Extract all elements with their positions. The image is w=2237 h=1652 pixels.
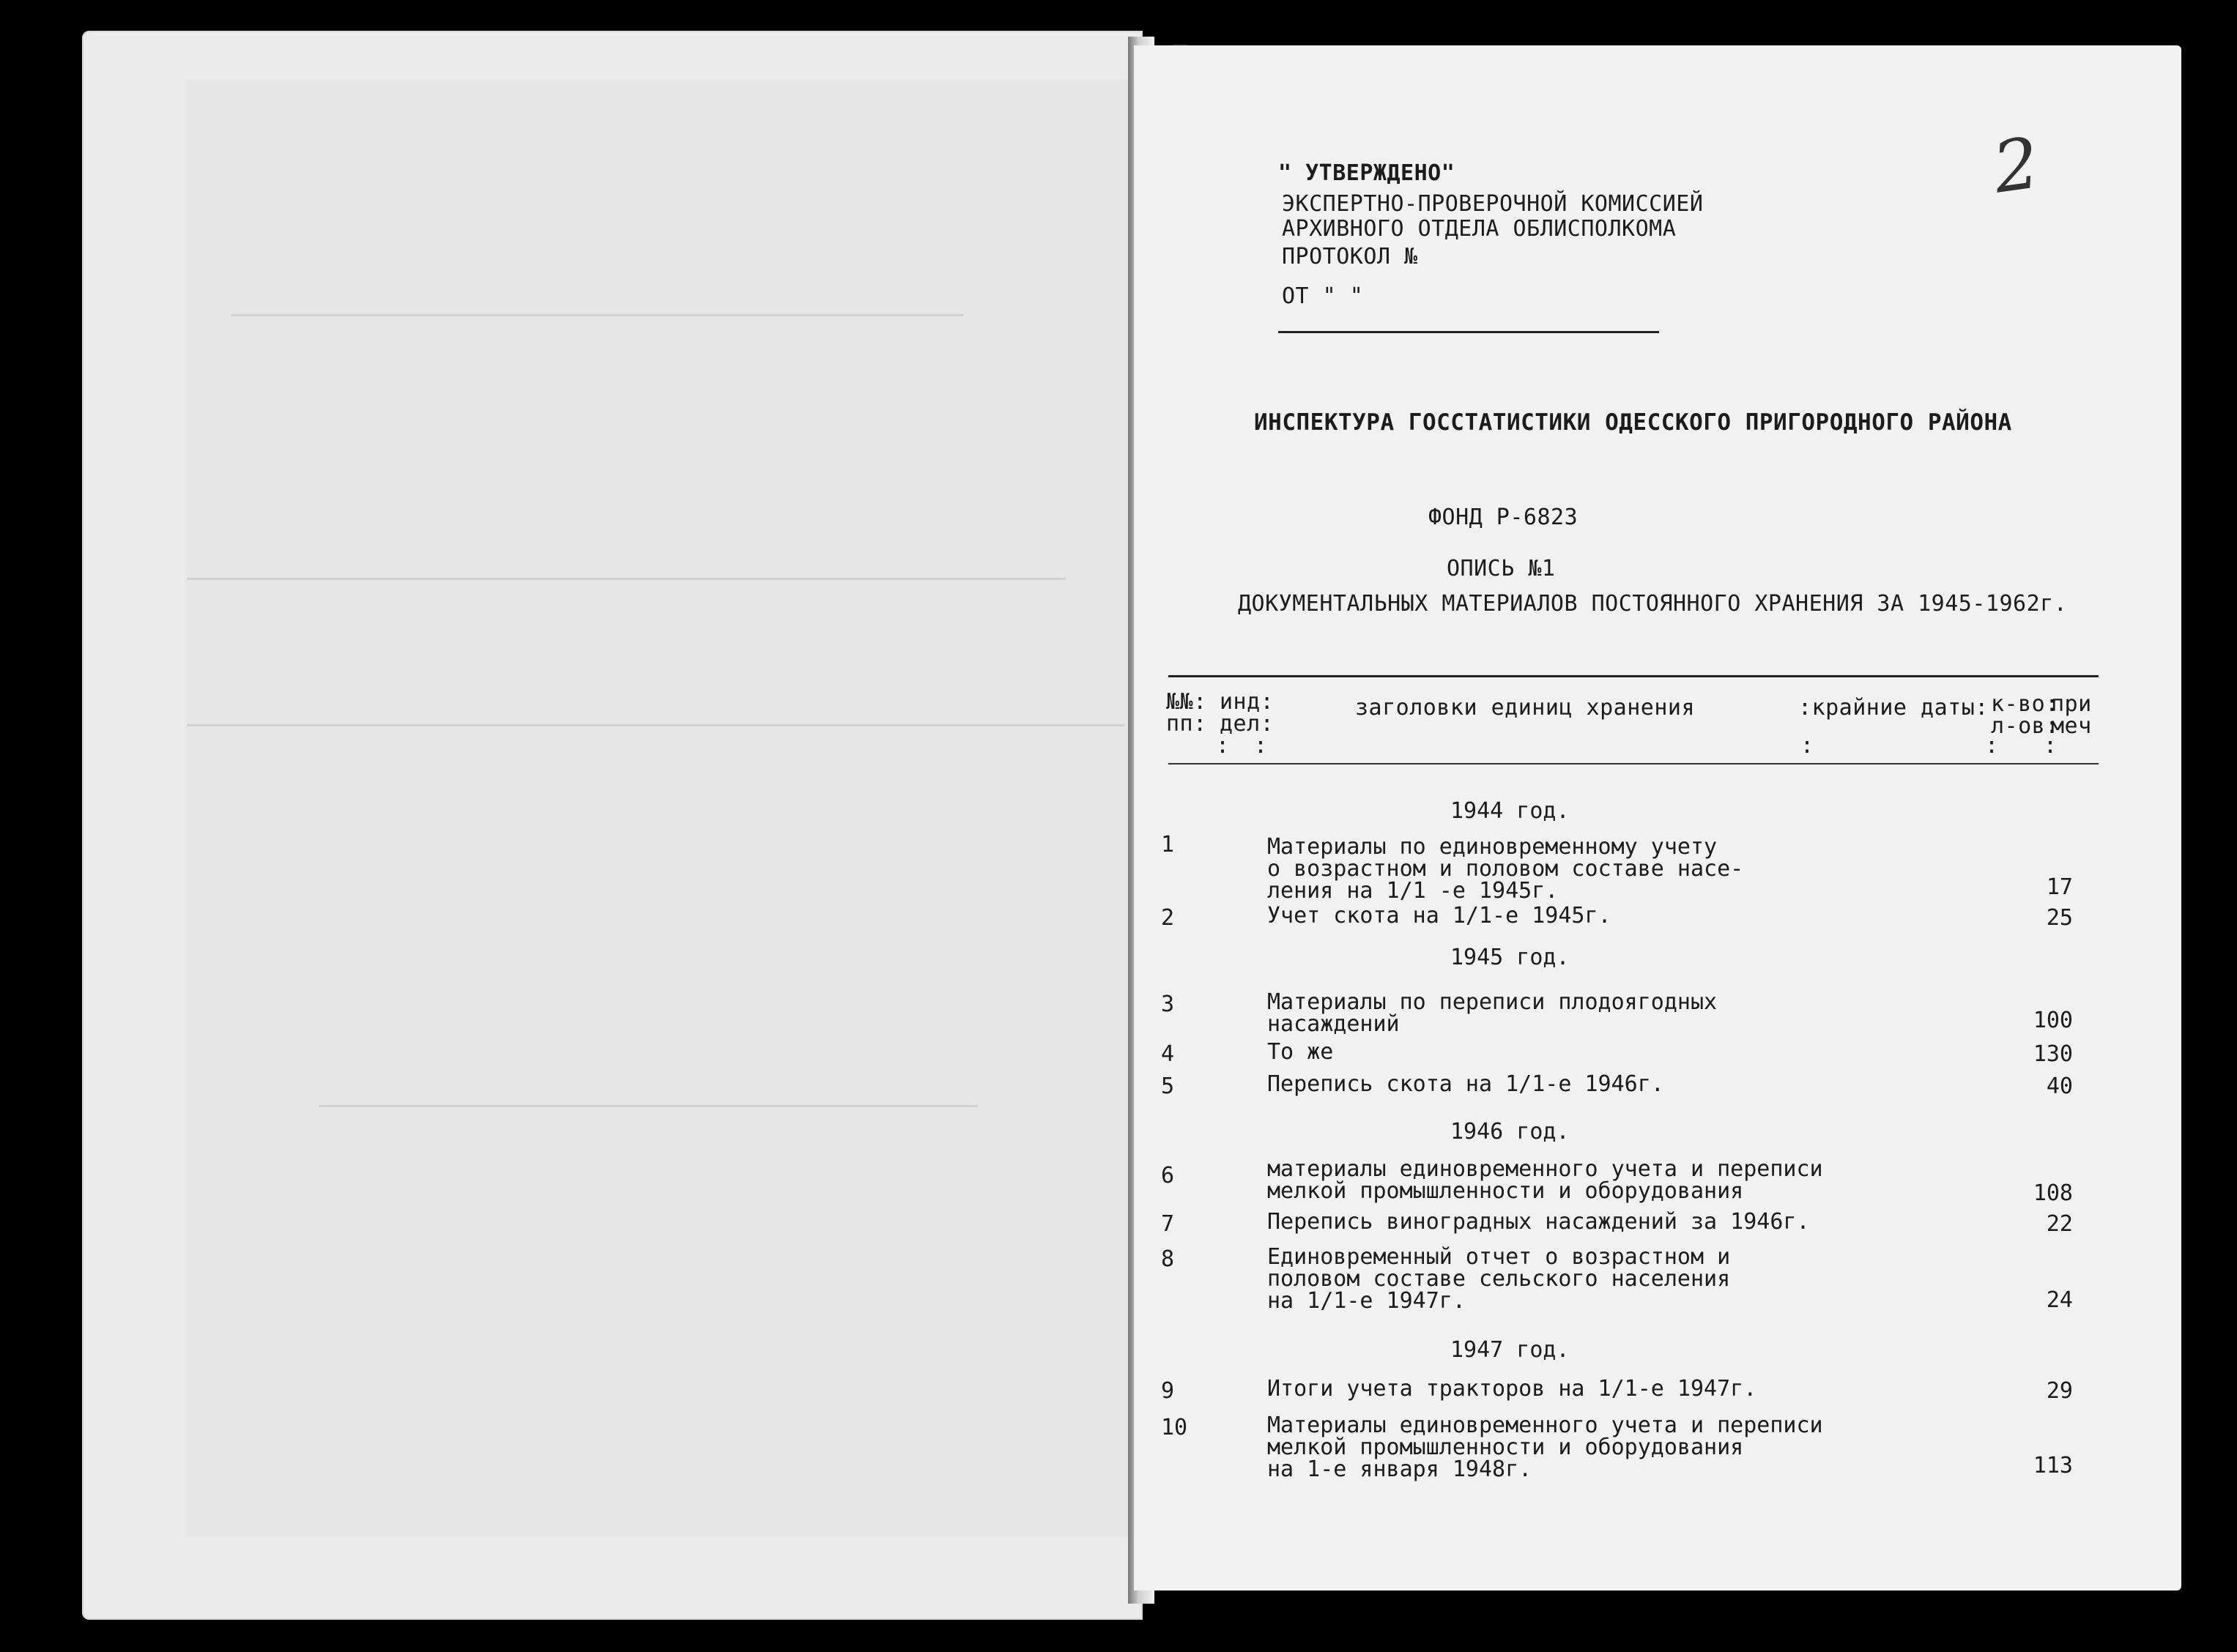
- show-through-line: [187, 578, 1066, 580]
- row-sheets: 100: [2033, 1008, 2073, 1033]
- show-through-line: [187, 724, 1124, 726]
- approval-line-4: ПРОТОКОЛ №: [1282, 244, 1418, 269]
- row-title: То же: [1267, 1039, 1334, 1065]
- header-note-2: меч: [2051, 713, 2092, 739]
- approval-line-5: ОТ " ": [1282, 283, 1364, 309]
- row-sheets: 113: [2033, 1453, 2073, 1478]
- row-sheets: 40: [2046, 1074, 2073, 1099]
- show-through-line: [231, 314, 963, 316]
- year-heading-1946: 1946 год.: [1450, 1119, 1570, 1145]
- table-header-rule: [1168, 763, 2099, 764]
- header-sep: :: [2044, 733, 2058, 759]
- row-title: материалы единовременного учета и переписи мелкой промышленности и оборудования: [1267, 1156, 1823, 1204]
- row-title: Перепись скота на 1/1-е 1946г.: [1267, 1071, 1664, 1097]
- handwritten-page-number: 2: [1988, 122, 2044, 209]
- header-sep: :: [1254, 733, 1268, 759]
- row-number: 8: [1161, 1246, 1175, 1272]
- header-dates: :крайние даты:: [1798, 695, 1989, 721]
- header-sep: :: [1800, 733, 1814, 759]
- year-heading-1947: 1947 год.: [1450, 1337, 1570, 1363]
- table-top-rule: [1168, 675, 2099, 677]
- row-title: Итоги учета тракторов на 1/1-е 1947г.: [1267, 1376, 1757, 1402]
- header-ind-2: дел:: [1220, 711, 1275, 737]
- organization-title: ИНСПЕКТУРА ГОССТАТИСТИКИ ОДЕССКОГО ПРИГОРОДНОГО РАЙОНА: [1254, 409, 2012, 436]
- row-sheets: 25: [2046, 905, 2073, 931]
- header-title: заголовки единиц хранения: [1355, 695, 1696, 721]
- row-title: Учет скота на 1/1-е 1945г.: [1267, 903, 1611, 929]
- row-number: 7: [1161, 1211, 1175, 1237]
- header-qty-2: л-ов:: [1991, 713, 2059, 739]
- row-title: Материалы по единовременному учету о возрастном и половом составе насе- ления на 1/1 -е 1945г.: [1267, 834, 1744, 904]
- row-number: 4: [1161, 1041, 1175, 1067]
- fond-number: ФОНД Р-6823: [1428, 505, 1578, 530]
- row-sheets: 17: [2046, 874, 2073, 900]
- approval-line-3: АРХИВНОГО ОТДЕЛА ОБЛИСПОЛКОМА: [1282, 216, 1677, 242]
- row-number: 9: [1161, 1378, 1175, 1404]
- left-page: [82, 31, 1143, 1620]
- approval-signature-line: [1278, 331, 1659, 333]
- row-number: 10: [1161, 1415, 1188, 1440]
- row-sheets: 130: [2033, 1041, 2073, 1067]
- row-sheets: 108: [2033, 1180, 2073, 1206]
- approval-line-1: " УТВЕРЖДЕНО": [1278, 160, 1455, 186]
- row-number: 6: [1161, 1163, 1175, 1188]
- row-title: Материалы единовременного учета и переписи мелкой промышленности и оборудования на 1-е января 1948г.: [1267, 1413, 1823, 1482]
- header-sep: :: [1216, 733, 1230, 759]
- header-sep: :: [1985, 733, 1999, 759]
- inventory-subtitle: ДОКУМЕНТАЛЬНЫХ МАТЕРИАЛОВ ПОСТОЯННОГО ХРАНЕНИЯ ЗА 1945-1962г.: [1238, 591, 2068, 617]
- header-num-1: №№:: [1166, 689, 1207, 715]
- row-number: 2: [1161, 905, 1175, 931]
- row-sheets: 24: [2046, 1287, 2073, 1313]
- right-page: [1134, 45, 2181, 1590]
- header-note-1: при: [2051, 691, 2092, 717]
- row-number: 3: [1161, 991, 1175, 1017]
- row-title: Материалы по переписи плодоягодных насаждений: [1267, 989, 1718, 1037]
- row-sheets: 22: [2046, 1211, 2073, 1237]
- left-page-inner-frame: [185, 78, 1141, 1539]
- header-num-2: пп:: [1166, 711, 1207, 737]
- row-title: Перепись виноградных насаждений за 1946г.: [1267, 1209, 1810, 1235]
- row-sheets: 29: [2046, 1378, 2073, 1404]
- approval-line-2: ЭКСПЕРТНО-ПРОВЕРОЧНОЙ КОМИССИЕЙ: [1282, 191, 1704, 217]
- row-number: 5: [1161, 1074, 1175, 1099]
- opis-number: ОПИСЬ №1: [1447, 556, 1556, 581]
- year-heading-1945: 1945 год.: [1450, 945, 1570, 970]
- year-heading-1944: 1944 год.: [1450, 798, 1570, 824]
- show-through-line: [319, 1105, 978, 1107]
- row-number: 1: [1161, 832, 1175, 857]
- header-ind-1: инд:: [1220, 689, 1275, 715]
- row-title: Единовременный отчет о возрастном и половом составе сельского населения на 1/1-е 1947г.: [1267, 1244, 1731, 1314]
- header-qty-1: к-во:: [1991, 691, 2059, 717]
